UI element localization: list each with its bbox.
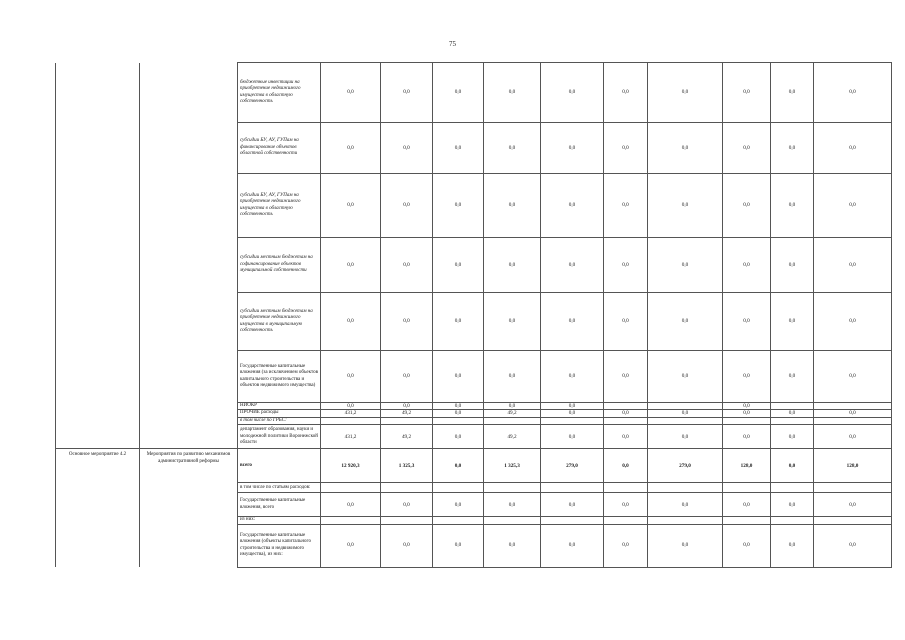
value-cell: 49,2 xyxy=(484,410,541,417)
value-cell: 0,0 xyxy=(433,238,484,293)
value-cell xyxy=(604,517,648,524)
table-row xyxy=(56,293,892,351)
value-cell: 0,0 xyxy=(604,524,648,567)
value-cell: 49,2 xyxy=(484,425,541,449)
value-cell xyxy=(484,417,541,424)
value-cell: 0,0 xyxy=(771,238,814,293)
value-cell: 0,0 xyxy=(814,63,892,123)
value-cell: 0,0 xyxy=(648,63,723,123)
row-label: Государственные капитальные вложения, всего xyxy=(238,493,321,517)
value-cell xyxy=(771,517,814,524)
value-cell: 0,0 xyxy=(321,351,381,403)
value-cell: 0,0 xyxy=(541,493,604,517)
value-cell: 0,0 xyxy=(484,63,541,123)
value-cell xyxy=(814,417,892,424)
value-cell xyxy=(433,417,484,424)
value-cell: 0,0 xyxy=(484,293,541,351)
value-cell: 128,0 xyxy=(814,449,892,483)
value-cell: 0,0 xyxy=(541,410,604,417)
table-row xyxy=(56,351,892,403)
value-cell xyxy=(604,417,648,424)
value-cell: 0,0 xyxy=(604,410,648,417)
value-cell: 0,0 xyxy=(723,63,771,123)
value-cell: 1 325,3 xyxy=(381,449,433,483)
value-cell xyxy=(604,403,648,410)
event-code: Основное мероприятие 4.2 xyxy=(56,449,140,567)
table-row xyxy=(56,174,892,238)
value-cell: 0,0 xyxy=(648,425,723,449)
value-cell xyxy=(814,483,892,493)
empty-cell xyxy=(140,123,238,174)
value-cell: 0,0 xyxy=(814,293,892,351)
value-cell: 0,0 xyxy=(723,493,771,517)
value-cell: 0,0 xyxy=(723,425,771,449)
empty-cell xyxy=(56,425,140,449)
value-cell xyxy=(381,483,433,493)
value-cell xyxy=(723,483,771,493)
value-cell: 279,0 xyxy=(541,449,604,483)
value-cell: 0,0 xyxy=(381,493,433,517)
value-cell: 0,0 xyxy=(321,63,381,123)
value-cell: 0,0 xyxy=(433,449,484,483)
value-cell: 0,0 xyxy=(433,403,484,410)
value-cell: 49,2 xyxy=(381,410,433,417)
value-cell: 0,0 xyxy=(433,63,484,123)
empty-cell xyxy=(56,174,140,238)
value-cell xyxy=(771,417,814,424)
event-name: Мероприятия по развитию механизмов административной реформы xyxy=(140,449,238,567)
value-cell xyxy=(648,483,723,493)
row-label: ПРОЧИЕ расходы xyxy=(238,410,321,417)
value-cell: 0,0 xyxy=(484,238,541,293)
value-cell: 0,0 xyxy=(648,410,723,417)
value-cell: 0,0 xyxy=(648,524,723,567)
value-cell: 0,0 xyxy=(771,493,814,517)
empty-cell xyxy=(140,63,238,123)
value-cell: 0,0 xyxy=(321,238,381,293)
value-cell: 0,0 xyxy=(604,449,648,483)
value-cell: 0,0 xyxy=(604,238,648,293)
value-cell: 0,0 xyxy=(604,493,648,517)
value-cell xyxy=(541,483,604,493)
value-cell: 0,0 xyxy=(604,123,648,174)
value-cell: 1 325,3 xyxy=(484,449,541,483)
value-cell: 0,0 xyxy=(433,524,484,567)
empty-cell xyxy=(140,403,238,410)
value-cell: 0,0 xyxy=(723,293,771,351)
value-cell: 0,0 xyxy=(381,524,433,567)
value-cell: 49,2 xyxy=(381,425,433,449)
value-cell: 0,0 xyxy=(723,174,771,238)
value-cell: 0,0 xyxy=(433,293,484,351)
empty-cell xyxy=(56,410,140,417)
value-cell: 0,0 xyxy=(814,174,892,238)
empty-cell xyxy=(56,417,140,424)
value-cell: 0,0 xyxy=(321,493,381,517)
value-cell xyxy=(648,417,723,424)
table-row xyxy=(56,417,892,424)
value-cell: 0,0 xyxy=(541,238,604,293)
value-cell: 0,0 xyxy=(541,403,604,410)
value-cell: 0,0 xyxy=(541,351,604,403)
empty-cell xyxy=(56,403,140,410)
value-cell: 0,0 xyxy=(814,123,892,174)
value-cell xyxy=(723,417,771,424)
value-cell: 0,0 xyxy=(484,493,541,517)
value-cell: 0,0 xyxy=(604,351,648,403)
table-row xyxy=(56,425,892,449)
value-cell xyxy=(321,417,381,424)
value-cell: 0,0 xyxy=(771,425,814,449)
value-cell: 0,0 xyxy=(604,293,648,351)
value-cell: 0,0 xyxy=(648,293,723,351)
value-cell: 0,0 xyxy=(771,293,814,351)
value-cell: 0,0 xyxy=(814,425,892,449)
empty-cell xyxy=(140,293,238,351)
value-cell xyxy=(771,483,814,493)
value-cell: 0,0 xyxy=(771,351,814,403)
value-cell: 0,0 xyxy=(771,524,814,567)
value-cell: 431,2 xyxy=(321,425,381,449)
value-cell xyxy=(484,517,541,524)
empty-cell xyxy=(56,63,140,123)
value-cell: 0,0 xyxy=(381,351,433,403)
value-cell: 0,0 xyxy=(723,524,771,567)
value-cell xyxy=(814,403,892,410)
row-label: субсидии местным бюджетам на приобретение недвижимого имущества в муниципальную собственность xyxy=(238,293,321,351)
value-cell xyxy=(381,417,433,424)
row-label: Государственные капитальные вложения (за исключением объектов капитального строительства и объектов недвижимого имущества) xyxy=(238,351,321,403)
empty-cell xyxy=(140,238,238,293)
value-cell: 0,0 xyxy=(484,524,541,567)
value-cell xyxy=(771,403,814,410)
value-cell: 0,0 xyxy=(541,524,604,567)
value-cell: 0,0 xyxy=(541,123,604,174)
value-cell: 0,0 xyxy=(433,123,484,174)
row-label: в том числе по ГРБС: xyxy=(238,417,321,424)
value-cell: 0,0 xyxy=(648,493,723,517)
value-cell: 0,0 xyxy=(814,238,892,293)
value-cell: 279,0 xyxy=(648,449,723,483)
table-row xyxy=(56,63,892,123)
value-cell: 0,0 xyxy=(381,63,433,123)
row-label: всего xyxy=(238,449,321,483)
value-cell: 0,0 xyxy=(381,174,433,238)
table-row xyxy=(56,403,892,410)
table-row xyxy=(56,123,892,174)
empty-cell xyxy=(140,410,238,417)
budget-table xyxy=(55,62,892,568)
value-cell: 0,0 xyxy=(541,293,604,351)
value-cell: 0,0 xyxy=(484,403,541,410)
value-cell: 0,0 xyxy=(814,493,892,517)
row-label: субсидии местным бюджетам на софинансирование объектов муниципальной собственности xyxy=(238,238,321,293)
value-cell xyxy=(648,403,723,410)
value-cell xyxy=(321,517,381,524)
row-label: из них: xyxy=(238,517,321,524)
value-cell: 0,0 xyxy=(541,425,604,449)
value-cell: 0,0 xyxy=(484,123,541,174)
empty-cell xyxy=(140,351,238,403)
value-cell: 0,0 xyxy=(484,351,541,403)
value-cell: 0,0 xyxy=(541,174,604,238)
value-cell: 0,0 xyxy=(433,351,484,403)
row-label: субсидии БУ, АУ, ГУПам на финансирование объектов областной собственности xyxy=(238,123,321,174)
value-cell: 0,0 xyxy=(321,123,381,174)
value-cell xyxy=(604,483,648,493)
value-cell: 431,2 xyxy=(321,410,381,417)
row-label: бюджетные инвестиции на приобретение недвижимого имущества в областную собственность xyxy=(238,63,321,123)
value-cell: 0,0 xyxy=(771,174,814,238)
value-cell xyxy=(648,517,723,524)
value-cell: 0,0 xyxy=(771,63,814,123)
row-label: НИОКР xyxy=(238,403,321,410)
value-cell: 0,0 xyxy=(321,174,381,238)
row-label: субсидии БУ, АУ, ГУПам на приобретение недвижимого имущества в областную собственность xyxy=(238,174,321,238)
value-cell xyxy=(433,517,484,524)
value-cell: 0,0 xyxy=(433,425,484,449)
value-cell: 0,0 xyxy=(381,238,433,293)
empty-cell xyxy=(140,174,238,238)
value-cell: 0,0 xyxy=(814,410,892,417)
value-cell: 0,0 xyxy=(381,123,433,174)
value-cell: 0,0 xyxy=(814,524,892,567)
value-cell: 0,0 xyxy=(381,403,433,410)
value-cell: 128,0 xyxy=(723,449,771,483)
value-cell: 0,0 xyxy=(381,293,433,351)
value-cell: 0,0 xyxy=(723,403,771,410)
row-label: департамент образования, науки и молодежной политики Воронежской области xyxy=(238,425,321,449)
empty-cell xyxy=(140,417,238,424)
value-cell xyxy=(541,417,604,424)
table-row xyxy=(56,449,892,483)
value-cell: 0,0 xyxy=(321,524,381,567)
value-cell: 0,0 xyxy=(433,493,484,517)
value-cell xyxy=(381,517,433,524)
empty-cell xyxy=(56,293,140,351)
value-cell: 0,0 xyxy=(484,174,541,238)
empty-cell xyxy=(56,351,140,403)
table-row xyxy=(56,238,892,293)
value-cell: 0,0 xyxy=(814,351,892,403)
value-cell: 0,0 xyxy=(321,293,381,351)
empty-cell xyxy=(56,238,140,293)
value-cell xyxy=(484,483,541,493)
row-label: в том числе по статьям расходов: xyxy=(238,483,321,493)
value-cell xyxy=(433,483,484,493)
value-cell xyxy=(814,517,892,524)
value-cell: 0,0 xyxy=(723,238,771,293)
value-cell: 0,0 xyxy=(604,63,648,123)
value-cell: 0,0 xyxy=(723,123,771,174)
value-cell: 0,0 xyxy=(648,123,723,174)
empty-cell xyxy=(140,425,238,449)
value-cell: 0,0 xyxy=(648,351,723,403)
row-label: Государственные капитальные вложения (объекты капитального строительства и недвижимого имущества), из них: xyxy=(238,524,321,567)
value-cell: 0,0 xyxy=(433,410,484,417)
value-cell: 0,0 xyxy=(723,351,771,403)
value-cell: 0,0 xyxy=(648,174,723,238)
value-cell: 0,0 xyxy=(433,174,484,238)
value-cell: 0,0 xyxy=(604,425,648,449)
value-cell: 0,0 xyxy=(541,63,604,123)
value-cell: 0,0 xyxy=(604,174,648,238)
value-cell: 0,0 xyxy=(771,123,814,174)
empty-cell xyxy=(56,123,140,174)
value-cell xyxy=(321,483,381,493)
value-cell xyxy=(723,517,771,524)
value-cell: 0,0 xyxy=(321,403,381,410)
table-row xyxy=(56,410,892,417)
value-cell: 0,0 xyxy=(771,449,814,483)
value-cell: 0,0 xyxy=(771,410,814,417)
value-cell: 0,0 xyxy=(723,410,771,417)
value-cell xyxy=(541,517,604,524)
page-number: 75 xyxy=(449,40,456,48)
value-cell: 0,0 xyxy=(648,238,723,293)
value-cell: 12 920,3 xyxy=(321,449,381,483)
